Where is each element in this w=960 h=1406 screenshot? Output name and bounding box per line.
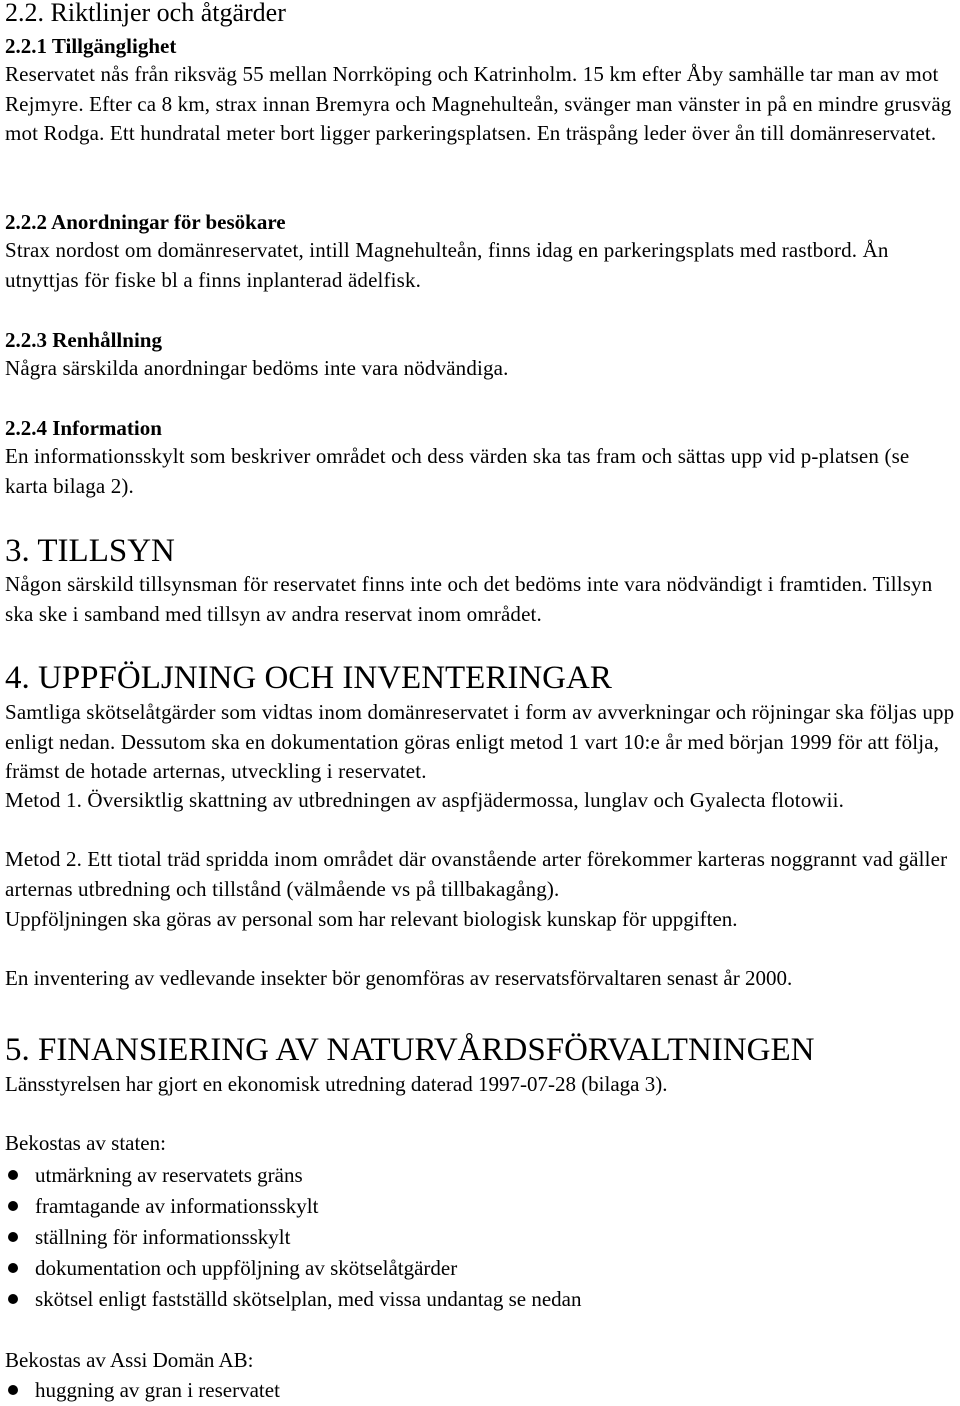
bullet-icon — [8, 1170, 18, 1180]
subsection-heading-2-2-3: 2.2.3 Renhållning — [5, 328, 162, 352]
subsection-heading-2-2-4: 2.2.4 Information — [5, 416, 162, 440]
paragraph-tillganglighet: Reservatet nås från riksväg 55 mellan Norrköping och Katrinholm. 15 km efter Åby samhälle tar man av mot Rejmyre. Efter ca 8 km, strax innan Bremyra och Magnehulteån, svänger man vänster in på en mindre grusväg mot Rodga. Ett hundratal meter bort ligger parkeringsplatsen. En träspång leder över ån till domänreservatet. — [5, 62, 952, 145]
bullet-icon — [8, 1385, 18, 1395]
bullet-icon — [8, 1232, 18, 1242]
bullet-icon — [8, 1201, 18, 1211]
list-item-text: skötsel enligt fastställd skötselplan, med vissa undantag se nedan — [35, 1287, 582, 1311]
list-item — [5, 1253, 955, 1284]
bullet-icon — [8, 1263, 18, 1273]
paragraph-metod-2: Metod 2. Ett tiotal träd spridda inom området där ovanstående arter förekommer karteras noggrannt vad gäller arternas utbredning och tillstånd (välmående vs på tillbakagång). — [5, 847, 948, 901]
list-item — [5, 1191, 955, 1222]
section-heading-2-2: 2.2. Riktlinjer och åtgärder — [5, 0, 286, 27]
paragraph-followup: Uppföljningen ska göras av personal som har relevant biologisk kunskap för uppgiften. — [5, 907, 738, 931]
label-bekostas-staten: Bekostas av staten: — [5, 1131, 166, 1155]
list-item-text: framtagande av informationsskylt — [35, 1194, 319, 1218]
section-heading-3: 3. TILLSYN — [5, 533, 175, 569]
list-item — [5, 1284, 955, 1315]
list-bekostas-assi — [5, 1375, 955, 1406]
list-item-text: ställning för informationsskylt — [35, 1225, 291, 1249]
list-bekostas-staten — [5, 1160, 955, 1315]
list-item-text: huggning av gran i reservatet — [35, 1378, 280, 1402]
paragraph-renhallning: Några särskilda anordningar bedöms inte vara nödvändiga. — [5, 356, 509, 380]
paragraph-anordningar: Strax nordost om domänreservatet, intill Magnehulteån, finns idag en parkeringsplats med rastbord. Ån utnyttjas för fiske bl a finns inplanterad ädelfisk. — [5, 238, 889, 292]
subsection-heading-2-2-1: 2.2.1 Tillgänglighet — [5, 34, 177, 58]
list-item-text: dokumentation och uppföljning av skötselåtgärder — [35, 1256, 458, 1280]
paragraph-metod-1: Metod 1. Översiktlig skattning av utbredningen av aspfjädermossa, lunglav och Gyalecta flotowii. — [5, 788, 845, 812]
label-bekostas-assi: Bekostas av Assi Domän AB: — [5, 1348, 254, 1372]
paragraph-inventering: En inventering av vedlevande insekter bör genomföras av reservatsförvaltaren senast år 2000. — [5, 966, 793, 990]
paragraph-information: En informationsskylt som beskriver området och dess värden ska tas fram och sättas upp vid p-platsen (se karta bilaga 2). — [5, 444, 910, 498]
list-item — [5, 1375, 955, 1406]
subsection-heading-2-2-2: 2.2.2 Anordningar för besökare — [5, 210, 286, 234]
list-item — [5, 1222, 955, 1253]
paragraph-uppfoljning: Samtliga skötselåtgärder som vidtas inom domänreservatet i form av avverkningar och röjningar ska följas upp enligt nedan. Dessutom ska en dokumentation göras enligt metod 1 vart 10:e år med början 1999 för att följa, främst de hotade arternas, utveckling i reservatet. — [5, 700, 955, 783]
paragraph-tillsyn: Någon särskild tillsynsman för reservatet finns inte och det bedöms inte vara nödvändigt i framtiden. Tillsyn ska ske i samband med tillsyn av andra reservat inom området. — [5, 572, 933, 626]
section-heading-5: 5. FINANSIERING AV NATURVÅRDSFÖRVALTNINGEN — [5, 1032, 815, 1068]
bullet-icon — [8, 1294, 18, 1304]
paragraph-finansiering: Länsstyrelsen har gjort en ekonomisk utredning daterad 1997-07-28 (bilaga 3). — [5, 1072, 668, 1096]
section-heading-4: 4. UPPFÖLJNING OCH INVENTERINGAR — [5, 660, 612, 696]
list-item-text: utmärkning av reservatets gräns — [35, 1163, 303, 1187]
list-item — [5, 1160, 955, 1191]
